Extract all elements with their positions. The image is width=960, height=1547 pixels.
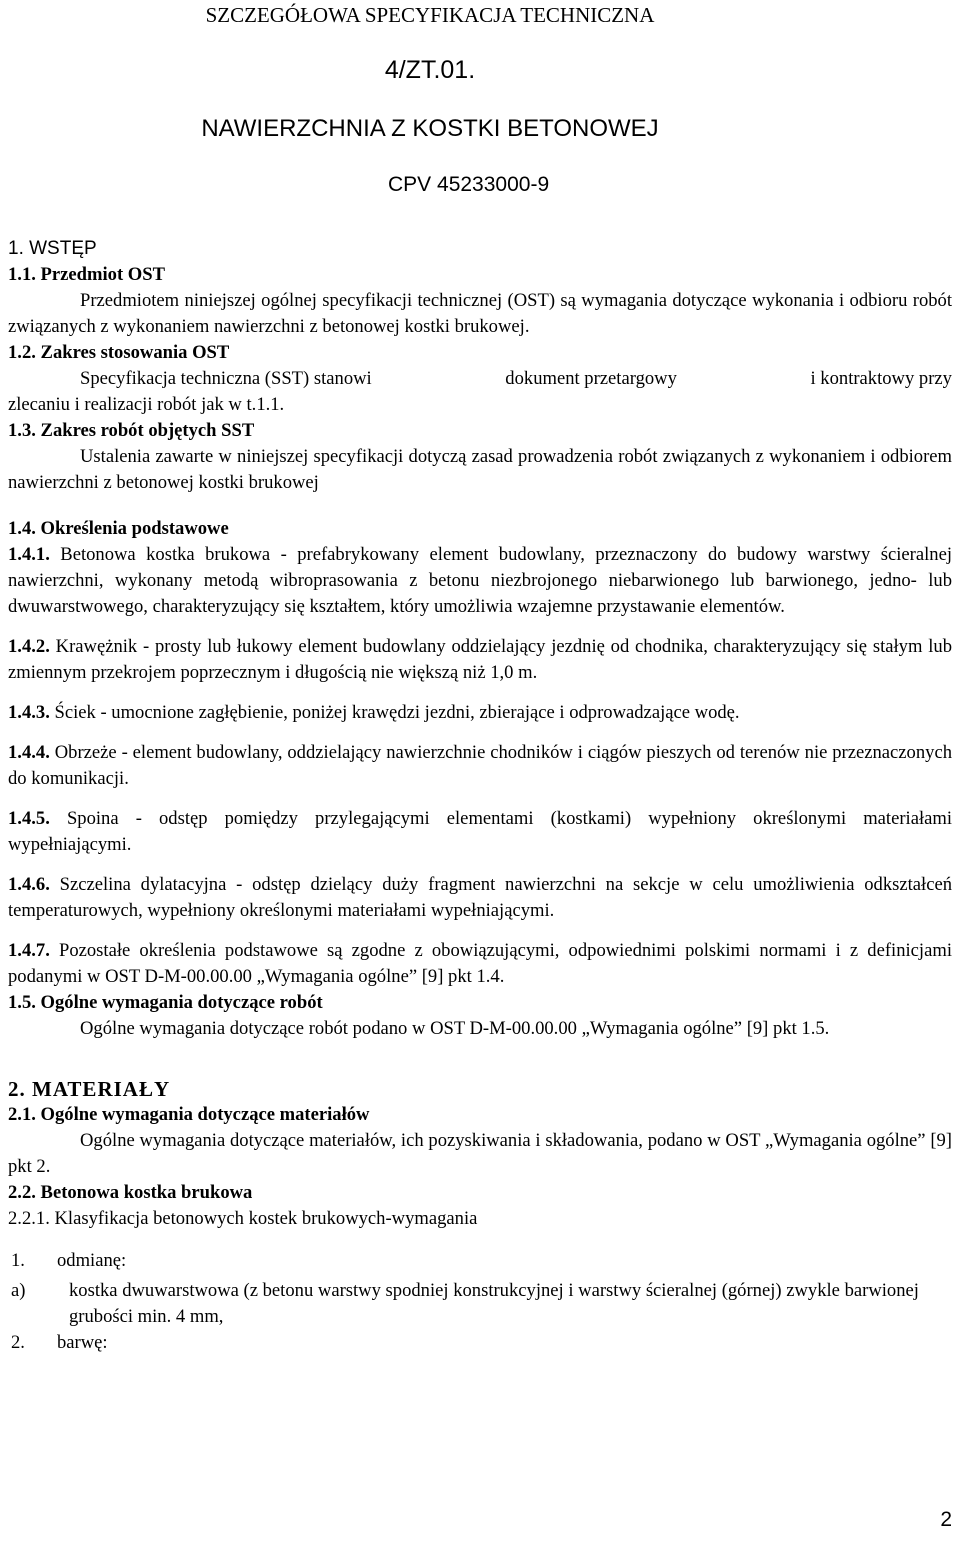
definition-1-4-6: [8, 872, 952, 924]
section-1-4-heading: 1.4. Określenia podstawowe: [8, 518, 229, 539]
definition-number: 1.4.1.: [8, 544, 50, 565]
doc-title: SZCZEGÓŁOWA SPECYFIKACJA TECHNICZNA: [205, 3, 655, 27]
spec-name: NAWIERZCHNIA Z KOSTKI BETONOWEJ: [201, 115, 659, 142]
section-2-2-1-heading: 2.2.1. Klasyfikacja betonowych kostek brukowych-wymagania: [8, 1208, 478, 1229]
section-1-5-text: Ogólne wymagania dotyczące robót podano w OST D-M-00.00.00 „Wymagania ogólne” [9] pkt 1.5.: [80, 1018, 830, 1039]
definition-number: 1.4.7.: [8, 940, 50, 961]
definition-number: 1.4.4.: [8, 742, 50, 763]
list-letter: a): [11, 1280, 26, 1301]
definition-text: Krawężnik - prosty lub łukowy element budowlany oddzielający jezdnię od chodnika, charakteryzujący się stałym lub zmiennym przekrojem poprzecznym i długością nie większą niż 1,0 m.: [8, 636, 952, 683]
definition-1-4-7: [8, 938, 952, 990]
definition-text: Szczelina dylatacyjna - odstęp dzielący duży fragment nawierzchni na sekcje w celu umożliwienia odkształceń temperaturowych, wypełniony określonymi materiałami wypełniającymi.: [8, 874, 952, 921]
list-item-2: [8, 1330, 952, 1356]
definition-text: Spoina - odstęp pomiędzy przylegającymi elementami (kostkami) wypełniony określonymi materiałami wypełniającymi.: [8, 808, 953, 855]
section-2-heading: 2. MATERIAŁY: [8, 1077, 171, 1101]
definition-1-4-1: [8, 542, 952, 620]
definition-number: 1.4.5.: [8, 808, 50, 829]
definition-1-4-5: [8, 806, 952, 858]
section-1-2-row: [8, 366, 952, 392]
list-item-1: [8, 1248, 952, 1274]
section-1-3-text: Ustalenia zawarte w niniejszej specyfikacji dotyczą zasad prowadzenia robót związanych z wykonaniem i odbiorem nawierzchni z betonowej kostki brukowej: [8, 446, 952, 493]
definition-number: 1.4.2.: [8, 636, 50, 657]
list-text: kostka dwuwarstwowa (z betonu warstwy spodniej konstrukcyjnej i warstwy ścieralnej (górnej) zwykle barwionej grubości min. 4 mm,: [69, 1280, 919, 1327]
cpv-code: CPV 45233000-9: [388, 173, 550, 196]
section-1-5-heading: 1.5. Ogólne wymagania dotyczące robót: [8, 992, 323, 1013]
section-1-2-heading: 1.2. Zakres stosowania OST: [8, 342, 230, 363]
list-item-a: [8, 1278, 952, 1330]
definition-text: Obrzeże - element budowlany, oddzielający nawierzchnie chodników i ciągów pieszych od terenów nie przeznaczonych do komunikacji.: [8, 742, 952, 789]
section-2-2-heading: 2.2. Betonowa kostka brukowa: [8, 1182, 253, 1203]
list-text: barwę:: [57, 1332, 108, 1353]
document-page: [8, 0, 952, 1356]
definition-number: 1.4.6.: [8, 874, 50, 895]
definition-text: Pozostałe określenia podstawowe są zgodne z obowiązującymi, odpowiednimi polskimi normami i z definicjami podanymi w OST D-M-00.00.00 „Wymagania ogólne” [9] pkt 1.4.: [8, 940, 952, 987]
section-1-2-part-a: Specyfikacja techniczna (SST) stanowi: [80, 368, 372, 389]
section-1-2-part-b: dokument przetargowy: [505, 368, 677, 389]
definition-number: 1.4.3.: [8, 702, 50, 723]
definition-text: Betonowa kostka brukowa - prefabrykowany element budowlany, przeznaczony do budowy warstwy ścieralnej nawierzchni, wykonany metodą wibroprasowania z betonu niezbrojonego niebarwionego lub barwionego, jedno- lub dwuwarstwowego, charakteryzujący się kształtem, który umożliwia wzajemne przystawanie elementów.: [8, 544, 953, 617]
definition-1-4-4: [8, 740, 952, 792]
definition-1-4-3: [8, 700, 952, 726]
section-1-1-text: Przedmiotem niniejszej ogólnej specyfikacji technicznej (OST) są wymagania dotyczące wykonania i odbioru robót związanych z wykonaniem nawierzchni z betonowej kostki brukowej.: [8, 290, 952, 337]
section-1-heading: 1. WSTĘP: [8, 238, 97, 259]
section-1-1-heading: 1.1. Przedmiot OST: [8, 264, 165, 285]
list-number: 1.: [11, 1250, 25, 1271]
definition-text: Ściek - umocnione zagłębienie, poniżej krawędzi jezdni, zbierające i odprowadzające wodę.: [54, 702, 740, 723]
spec-code: 4/ZT.01.: [384, 56, 476, 84]
definition-1-4-2: [8, 634, 952, 686]
page-number: 2: [940, 1508, 952, 1531]
section-1-3-heading: 1.3. Zakres robót objętych SST: [8, 420, 255, 441]
section-1-2-continuation: zlecaniu i realizacji robót jak w t.1.1.: [8, 394, 285, 415]
section-2-1-heading: 2.1. Ogólne wymagania dotyczące materiałów: [8, 1104, 370, 1125]
list-number: 2.: [11, 1332, 25, 1353]
list-text: odmianę:: [57, 1250, 127, 1271]
section-2-1-text: Ogólne wymagania dotyczące materiałów, ich pozyskiwania i składowania, podano w OST „Wymagania ogólne” [9] pkt 2.: [8, 1130, 952, 1177]
section-1-2-part-c: i kontraktowy przy: [810, 368, 952, 389]
